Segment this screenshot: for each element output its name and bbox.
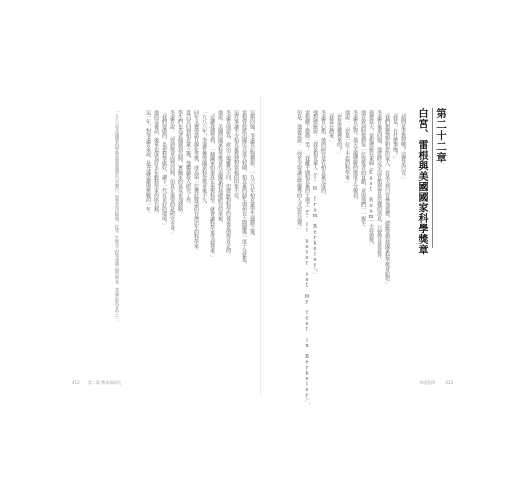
right-text-column: 他說：「您是一位了不起的科學家。」 [344,110,350,186]
right-text-column: 雷根聽了微微一笑：「我離不開柏克萊的土地上（I'll never set my feet in Berkeley）」， [304,110,310,407]
right-text-column: 「請問是李教授嗎？這裡是白宮。」 [400,110,406,182]
left-running-head: 第二篇 教育與研究 [88,380,122,385]
left-text-column: 雷根曾經派出國民兵進入校園，柏克萊的師生與州長之間關係一度十分緊張。 [241,110,247,267]
left-text-column: 「這讓我感受到，一個國家如果真正重視科學，就會讓科學家受到尊重。」 [209,110,215,260]
left-text-column: 李遠哲則認為，政治立場雖然不同，但總統對科學的尊重是值得肯定的。 [225,110,231,258]
left-text-column: 同年又獲得諾貝爾化學獎，成為第一位獲此殊榮的台灣出生的科學家。 [193,110,199,253]
left-text-column: 他的這番話，後來也成為許多年輕科學家的座右銘。 [153,110,159,216]
right-text-column: 李遠哲心想，他的研究是在柏克萊完成的， [320,110,326,198]
right-text-column: 他在致詞時提到每一位得獎者的貢獻，並與他們一一握手。 [360,110,366,230]
left-text-column: 他說，美國的國家科學獎章代表國家對基礎研究的重視， [217,110,223,225]
right-text-column: 「我從台灣來。」 [328,110,334,145]
right-text-column: 他對總統說：「我是柏克萊人（I'm from Berkeley）。」 [312,110,318,277]
right-text-column: 「您是從哪裡來的？」 [336,110,342,156]
right-text-column: 「我是，有什麼事嗎？」 [392,110,398,161]
right-text-column: 典禮當天，雷根總統在東廂（East Room）主持頒獎， [368,110,374,247]
right-folio: 413 [445,380,453,385]
left-folio: 412 [72,380,80,385]
chapter-number: 第二十二章 [435,108,447,163]
left-text-column: 學生們也為老師感到高興，實驗室的氣氛更加熱絡。 [177,110,183,216]
left-page [70,100,260,390]
left-text-column: 這樁回憶，李遠哲記憶猶新。一九六九年柏克萊學生運動之後， [249,110,255,239]
left-text-column: 李遠哲說：「得到獎章固然高興，但真正重要的是研究本身。」 [169,110,175,237]
page-gutter [260,96,261,396]
right-text-column: 李遠哲記得，那天美國總統的態度十分親切， [352,110,358,202]
right-running-head: 李遠哲傳 [419,380,435,385]
footnote: 一九八六年美國國家科學獎章頒獎典禮於白宮舉行，得獎者包括物理、化學、生物及工程等領域之傑出學者，李遠哲即為其中之一。 [115,110,120,325]
left-text-column: 這件事讓不少柏克萊教授對雷根的印象不佳， [233,110,239,202]
right-text-column: 李遠哲後來回憶，他當時完全沒有想到會是這樣的消息，只覺得非常意外。 [376,110,382,262]
left-text-column: 一九八六年，李遠哲獲得國家科學獎章後不久， [201,110,207,207]
left-text-column: 這一年，對李遠哲來說，是充滿榮耀與挑戰的一年。 [145,110,151,216]
right-text-column: 「我們想邀請您和您的家人，在某天到白宮參加典禮，總統要頒發國家科學獎章給您。」 [384,110,390,287]
left-text-column: 從白宮回到柏克萊之後，他繼續投入研究工作， [185,110,191,207]
right-text-column: 但是，他還是說：「你至少要讓這些優秀的人才留在這裡。」 [296,110,302,232]
chapter-title: 白宮、雷根與美國國家科學獎章 [416,108,427,255]
left-text-column: 「我們要做的，是把科學做好，讓下一代有更好的環境。」 [161,110,167,228]
right-page [265,100,455,407]
chapter-rule [432,108,433,248]
